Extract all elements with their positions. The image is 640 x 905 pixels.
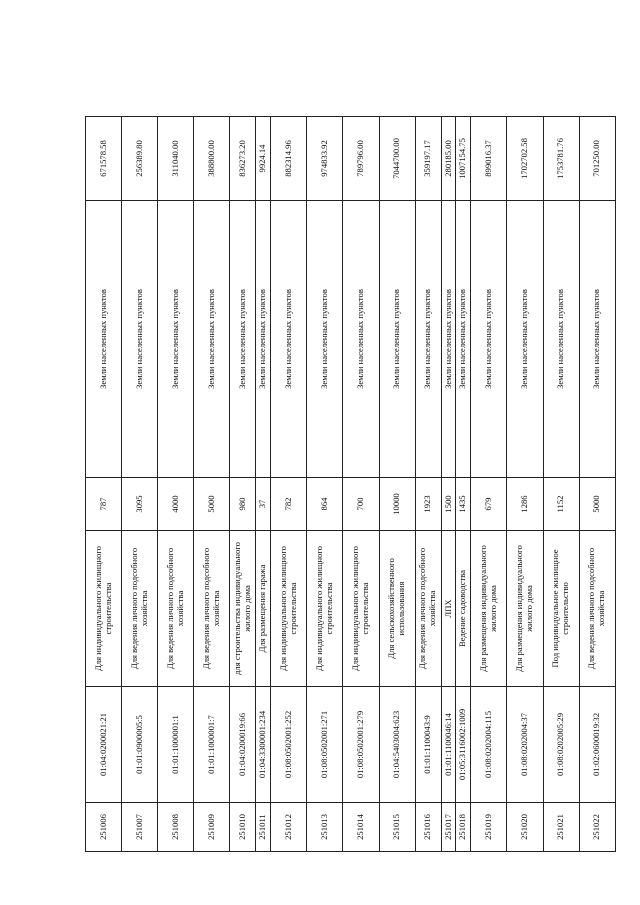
cadastral-number: 01:04:3300001:234 xyxy=(256,687,271,803)
cadastral-value: 1753781.76 xyxy=(543,117,579,201)
cadastral-value: 789796.00 xyxy=(343,117,379,201)
permitted-use: Для ведения личного подсобного хозяйства xyxy=(122,531,158,687)
cadastral-number: 01:08:0202004:37 xyxy=(507,687,543,803)
area-value: 4000 xyxy=(158,478,194,531)
cadastral-value: 1702702.58 xyxy=(507,117,543,201)
row-number: 251018 xyxy=(456,803,471,852)
area-value: 1286 xyxy=(507,478,543,531)
row-number: 251006 xyxy=(86,803,122,852)
permitted-use: Для индивидуального жилищного строительства xyxy=(307,531,343,687)
cadastral-value: 359197.17 xyxy=(415,117,441,201)
permitted-use: Под индивидуальное жилищное строительство xyxy=(543,531,579,687)
table-row xyxy=(230,117,256,852)
table-body xyxy=(86,117,616,852)
row-number: 251011 xyxy=(256,803,271,852)
cadastral-number: 01:05:3116002:1009 xyxy=(456,687,471,803)
land-category: Земли населенных пунктов xyxy=(441,201,456,478)
table-row xyxy=(158,117,194,852)
permitted-use: Для размещения индивидуального жилого дома xyxy=(507,531,543,687)
cadastral-number: 01:01:0900005:5 xyxy=(122,687,158,803)
table-row xyxy=(471,117,507,852)
table-row xyxy=(343,117,379,852)
row-number: 251014 xyxy=(343,803,379,852)
permitted-use: для строительства индивидуального жилого дома xyxy=(230,531,256,687)
permitted-use: Для ведения личного подсобного хозяйства xyxy=(158,531,194,687)
permitted-use: Для ведения личного подсобного хозяйства xyxy=(579,531,615,687)
area-value: 980 xyxy=(230,478,256,531)
cadastral-number: 01:08:0202005:29 xyxy=(543,687,579,803)
table-row xyxy=(579,117,615,852)
cadastral-number: 01:08:0502001:279 xyxy=(343,687,379,803)
table-row xyxy=(543,117,579,852)
permitted-use: Для размещения индивидуального жилого дома xyxy=(471,531,507,687)
land-category: Земли населенных пунктов xyxy=(343,201,379,478)
row-number: 251021 xyxy=(543,803,579,852)
table-row xyxy=(256,117,271,852)
cadastral-value: 9924.14 xyxy=(256,117,271,201)
cadastral-number: 01:08:0502001:271 xyxy=(307,687,343,803)
cadastral-value: 256389.80 xyxy=(122,117,158,201)
cadastral-value: 899016.37 xyxy=(471,117,507,201)
area-value: 5000 xyxy=(579,478,615,531)
land-category: Земли населенных пунктов xyxy=(86,201,122,478)
cadastral-value: 882314.96 xyxy=(271,117,307,201)
area-value: 1152 xyxy=(543,478,579,531)
cadastral-value: 280185.00 xyxy=(441,117,456,201)
land-category: Земли населенных пунктов xyxy=(415,201,441,478)
cadastral-number: 01:04:0200019:66 xyxy=(230,687,256,803)
cadastral-value: 701250.00 xyxy=(579,117,615,201)
table-row xyxy=(194,117,230,852)
cadastral-number: 01:04:5403004:623 xyxy=(379,687,415,803)
cadastral-value: 836273.20 xyxy=(230,117,256,201)
area-value: 10000 xyxy=(379,478,415,531)
cadastral-value: 671578.58 xyxy=(86,117,122,201)
row-number: 251007 xyxy=(122,803,158,852)
area-value: 3095 xyxy=(122,478,158,531)
cadastral-value: 974833.92 xyxy=(307,117,343,201)
area-value: 787 xyxy=(86,478,122,531)
table-row xyxy=(415,117,441,852)
permitted-use: Для ведения личного подсобного хозяйства xyxy=(415,531,441,687)
area-value: 700 xyxy=(343,478,379,531)
cadastral-number: 01:01:1100043:9 xyxy=(415,687,441,803)
row-number: 251019 xyxy=(471,803,507,852)
permitted-use: Для индивидуального жилищного строительства xyxy=(343,531,379,687)
permitted-use: Для сельскохозяйственного использования xyxy=(379,531,415,687)
cadastral-number: 01:08:0202004:115 xyxy=(471,687,507,803)
area-value: 37 xyxy=(256,478,271,531)
land-category: Земли населенных пунктов xyxy=(543,201,579,478)
land-category: Земли населенных пунктов xyxy=(271,201,307,478)
row-number: 251015 xyxy=(379,803,415,852)
row-number: 251016 xyxy=(415,803,441,852)
row-number: 251013 xyxy=(307,803,343,852)
land-category: Земли населенных пунктов xyxy=(507,201,543,478)
table-row xyxy=(456,117,471,852)
permitted-use: Ведение садоводства xyxy=(456,531,471,687)
land-category: Земли населенных пунктов xyxy=(230,201,256,478)
cadastral-table xyxy=(85,116,616,852)
cadastral-value: 311040.00 xyxy=(158,117,194,201)
permitted-use: Для индивидуального жилищного строительства xyxy=(271,531,307,687)
cadastral-number: 01:01:1000001:7 xyxy=(194,687,230,803)
table-row xyxy=(379,117,415,852)
cadastral-value: 388800.00 xyxy=(194,117,230,201)
row-number: 251009 xyxy=(194,803,230,852)
land-category: Земли населенных пунктов xyxy=(194,201,230,478)
land-category: Земли населенных пунктов xyxy=(456,201,471,478)
area-value: 864 xyxy=(307,478,343,531)
cadastral-number: 01:01:1100046:14 xyxy=(441,687,456,803)
land-category: Земли населенных пунктов xyxy=(158,201,194,478)
rotated-table-wrapper xyxy=(85,117,616,852)
cadastral-number: 01:08:0502001:252 xyxy=(271,687,307,803)
land-category: Земли населенных пунктов xyxy=(579,201,615,478)
row-number: 251008 xyxy=(158,803,194,852)
area-value: 782 xyxy=(271,478,307,531)
table-row xyxy=(122,117,158,852)
row-number: 251010 xyxy=(230,803,256,852)
area-value: 1923 xyxy=(415,478,441,531)
table-row xyxy=(441,117,456,852)
land-category: Земли населенных пунктов xyxy=(471,201,507,478)
land-category: Земли населенных пунктов xyxy=(307,201,343,478)
land-category: Земли населенных пунктов xyxy=(379,201,415,478)
land-category: Земли населенных пунктов xyxy=(256,201,271,478)
row-number: 251022 xyxy=(579,803,615,852)
table-row xyxy=(271,117,307,852)
area-value: 5000 xyxy=(194,478,230,531)
table-row xyxy=(307,117,343,852)
area-value: 1500 xyxy=(441,478,456,531)
permitted-use: Для размещения гаража xyxy=(256,531,271,687)
permitted-use: ЛПХ xyxy=(441,531,456,687)
rotated-page xyxy=(85,117,616,852)
cadastral-number: 01:04:0200021:21 xyxy=(86,687,122,803)
row-number: 251020 xyxy=(507,803,543,852)
cadastral-value: 7044700.00 xyxy=(379,117,415,201)
permitted-use: Для ведения личного подсобного хозяйства xyxy=(194,531,230,687)
permitted-use: Для индивидуального жилищного строительства xyxy=(86,531,122,687)
area-value: 679 xyxy=(471,478,507,531)
cadastral-value: 1007154.75 xyxy=(456,117,471,201)
cadastral-number: 01:01:1000001:1 xyxy=(158,687,194,803)
area-value: 1435 xyxy=(456,478,471,531)
table-row xyxy=(507,117,543,852)
table-row xyxy=(86,117,122,852)
land-category: Земли населенных пунктов xyxy=(122,201,158,478)
cadastral-number: 01:02:0600019:32 xyxy=(579,687,615,803)
row-number: 251017 xyxy=(441,803,456,852)
row-number: 251012 xyxy=(271,803,307,852)
